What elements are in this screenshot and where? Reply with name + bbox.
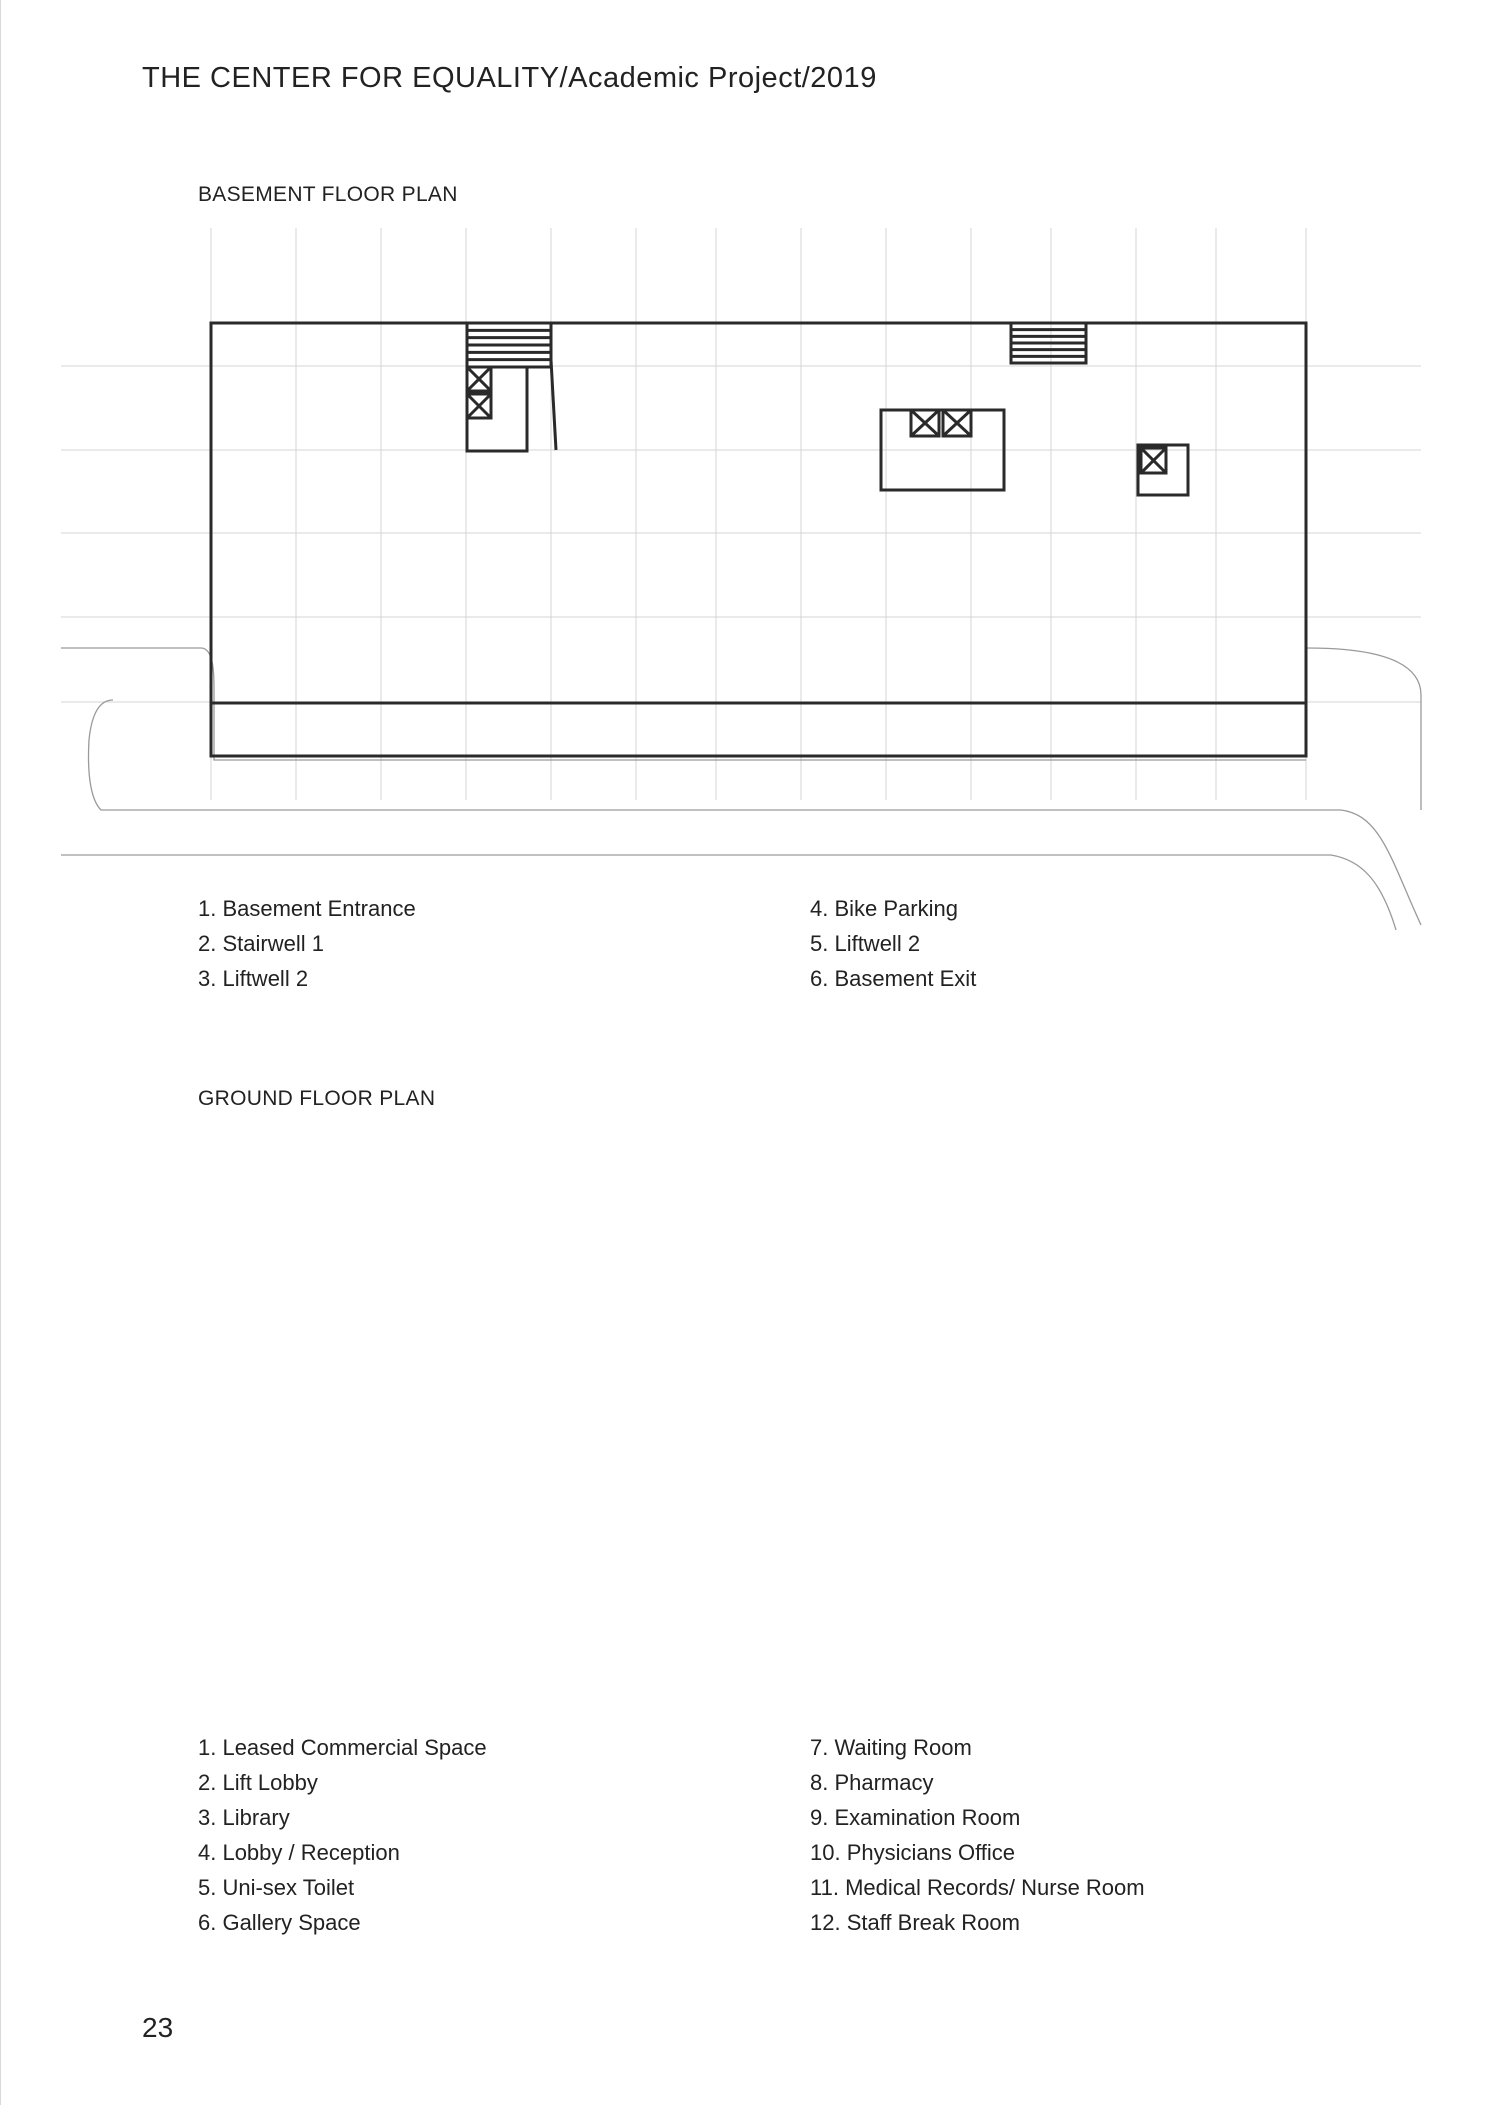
legend-item: 3. Liftwell 2 bbox=[198, 966, 309, 991]
legend-item: 4. Lobby / Reception bbox=[198, 1840, 400, 1865]
page-number: 23 bbox=[142, 2012, 174, 2043]
legend-item: 5. Liftwell 2 bbox=[810, 931, 921, 956]
legend-item: 2. Lift Lobby bbox=[198, 1770, 318, 1795]
legend-item: 1. Leased Commercial Space bbox=[198, 1735, 487, 1760]
legend-item: 11. Medical Records/ Nurse Room bbox=[810, 1875, 1145, 1900]
legend-item: 5. Uni-sex Toilet bbox=[198, 1875, 355, 1900]
legend-item: 2. Stairwell 1 bbox=[198, 931, 324, 956]
legend-item: 4. Bike Parking bbox=[810, 896, 958, 921]
legend-item: 9. Examination Room bbox=[810, 1805, 1021, 1830]
legend-item: 8. Pharmacy bbox=[810, 1770, 934, 1795]
legend-item: 12. Staff Break Room bbox=[810, 1910, 1020, 1935]
legend-item: 1. Basement Entrance bbox=[198, 896, 416, 921]
legend-item: 7. Waiting Room bbox=[810, 1735, 972, 1760]
ground-plan-title: GROUND FLOOR PLAN bbox=[198, 1087, 436, 1110]
legend-item: 6. Basement Exit bbox=[810, 966, 977, 991]
header-title-bold: THE CENTER FOR EQUALITY bbox=[142, 62, 560, 94]
ground-legend-left bbox=[198, 1730, 487, 1940]
ground-legend-right bbox=[810, 1730, 1145, 1940]
legend-item: 10. Physicians Office bbox=[810, 1840, 1016, 1865]
header-title-light: /Academic Project/2019 bbox=[559, 62, 877, 94]
legend-item: 3. Library bbox=[198, 1805, 290, 1830]
basement-plan-title: BASEMENT FLOOR PLAN bbox=[198, 183, 458, 206]
legend-item: 6. Gallery Space bbox=[198, 1910, 361, 1935]
